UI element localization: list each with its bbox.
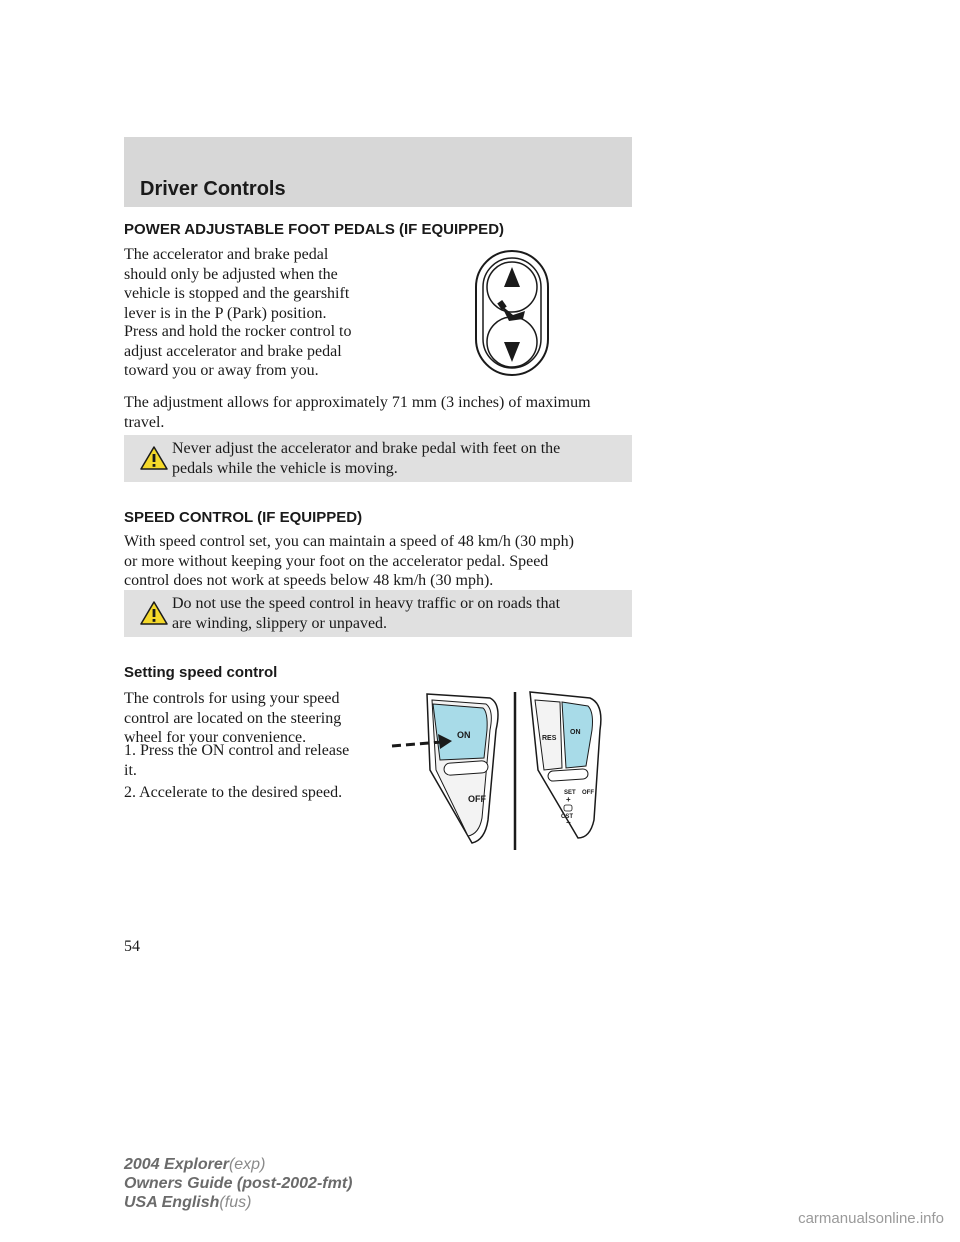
footer-line-1 — [124, 1155, 352, 1174]
text-line: are winding, slippery or unpaved. — [172, 614, 388, 632]
pedals-warning-text — [172, 439, 617, 478]
text-line: lever is in the P (Park) position. — [124, 304, 327, 322]
footer-line-3 — [124, 1193, 352, 1212]
text-line: travel. — [124, 413, 165, 431]
speed-warning-text — [172, 594, 617, 633]
on-button-label: ON — [570, 729, 581, 736]
warning-triangle-icon — [140, 445, 168, 471]
watermark: carmanualsonline.info — [798, 1210, 944, 1227]
footer-language-code: (fus) — [219, 1194, 252, 1211]
text-line: 1. Press the ON control and release — [124, 742, 350, 759]
speed-control-buttons-illustration — [390, 690, 630, 850]
text-line: control does not work at speeds below 48 km/h (30 mph). — [124, 572, 494, 589]
text-line: Press and hold the rocker control to — [124, 323, 352, 340]
speed-control-heading: SPEED CONTROL (IF EQUIPPED) — [124, 509, 363, 526]
setting-speed-control-subheading: Setting speed control — [124, 664, 278, 681]
pedals-press-paragraph — [124, 322, 404, 381]
off-button-label: OFF — [582, 790, 594, 796]
text-line: pedals while the vehicle is moving. — [172, 459, 398, 477]
text-line: vehicle is stopped and the gearshift — [124, 285, 350, 302]
text-line: The adjustment allows for approximately 71 mm (3 inches) of maximum — [124, 394, 591, 411]
text-line: or more without keeping your foot on the accelerator pedal. Speed — [124, 552, 549, 570]
on-button-label: ON — [457, 730, 471, 740]
step-2-paragraph: 2. Accelerate to the desired speed. — [124, 784, 343, 801]
footer-model: 2004 Explorer — [124, 1156, 229, 1173]
warning-triangle-icon — [140, 600, 168, 626]
cst-minus-label: − — [566, 818, 571, 827]
text-line: wheel for your convenience. — [124, 729, 307, 746]
res-button-label: RES — [542, 735, 557, 742]
text-line: control are located on the steering — [124, 709, 342, 727]
set-button-label: SET — [564, 790, 576, 796]
footer-model-code: (exp) — [228, 1156, 266, 1173]
section-header-band — [124, 137, 632, 207]
footer-line-2: Owners Guide (post-2002-fmt) — [124, 1175, 353, 1192]
text-line: Do not use the speed control in heavy traffic or on roads that — [172, 595, 561, 612]
text-line: With speed control set, you can maintain a speed of 48 km/h (30 mph) — [124, 533, 574, 550]
pedals-heading: POWER ADJUSTABLE FOOT PEDALS (IF EQUIPPED) — [124, 221, 505, 238]
pedal-rocker-switch-illustration — [472, 249, 554, 379]
speed-intro-paragraph — [124, 532, 644, 591]
cst-button-label: CST — [561, 814, 573, 820]
document-footer — [124, 1155, 352, 1212]
text-line: toward you or away from you. — [124, 362, 319, 379]
section-title: Driver Controls — [140, 178, 286, 200]
step-1-paragraph — [124, 741, 404, 780]
text-line: should only be adjusted when the — [124, 265, 338, 283]
pedals-warning-box — [124, 435, 632, 482]
page-number: 54 — [124, 938, 140, 955]
text-line: The controls for using your speed — [124, 690, 340, 707]
speed-control-panel-single — [427, 694, 498, 843]
pedals-adjust-paragraph — [124, 393, 644, 432]
pedals-intro-paragraph — [124, 245, 404, 323]
off-button-label: OFF — [468, 794, 486, 804]
text-line: Never adjust the accelerator and brake pedal with feet on the — [172, 440, 561, 457]
speed-controls-location-paragraph — [124, 689, 404, 748]
text-line: it. — [124, 761, 137, 779]
speed-control-panel-full — [530, 692, 601, 838]
text-line: adjust accelerator and brake pedal — [124, 342, 342, 360]
text-line: The accelerator and brake pedal — [124, 246, 329, 263]
speed-warning-box — [124, 590, 632, 637]
footer-language: USA English — [124, 1194, 220, 1211]
set-plus-label: + — [566, 795, 571, 804]
